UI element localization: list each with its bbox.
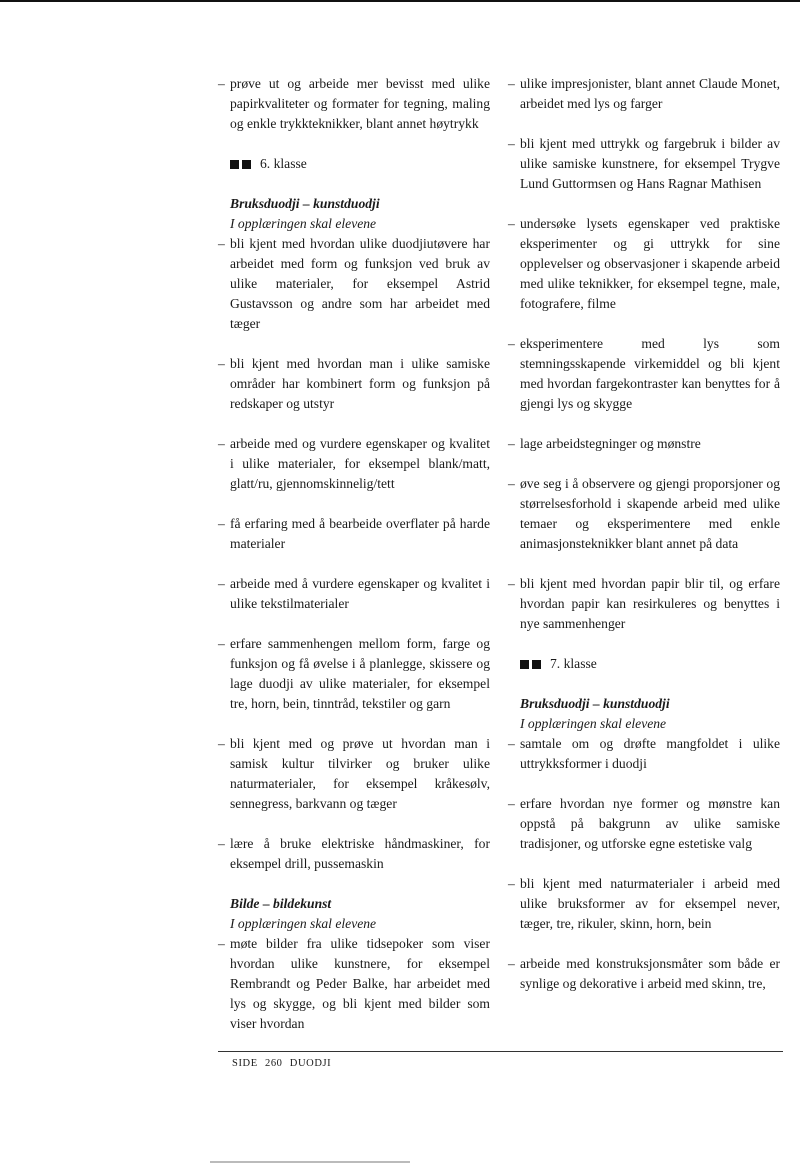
list-item: – bli kjent med og prøve ut hvordan man i samisk kultur tilvirker og bruker ulike naturmaterialer, for eksempel kråkesølv, sennegress, barkvann og tæger: [218, 734, 490, 814]
footer-page-number: 260: [264, 1058, 283, 1069]
list-item: – samtale om og drøfte mangfoldet i ulike uttrykksformer i duodji: [508, 734, 780, 774]
grade-label: 6. klasse: [260, 156, 307, 171]
list-item: – lære å bruke elektriske håndmaskiner, for eksempel drill, pussemaskin: [218, 834, 490, 874]
continuation-text: ulike impresjonister, blant annet Claude Monet, arbeidet med lys og farger: [520, 76, 780, 111]
bottom-edge-mark: [210, 1161, 410, 1163]
section-intro: I opplæringen skal elevene: [230, 216, 377, 231]
grade-heading-6: [218, 154, 490, 174]
list-item: – eksperimentere med lys som stemningsskapende virkemiddel og bli kjent med hvordan fargekontraster kan benyttes for å gjengi lys og skygge: [508, 334, 780, 414]
list-item: – bli kjent med hvordan man i ulike samiske områder har kombinert form og funksjon på redskaper og utstyr: [218, 354, 490, 414]
right-column: [508, 74, 780, 1014]
left-column: [218, 74, 490, 1054]
section-heading: Bruksduodji – kunstduodji: [520, 696, 670, 711]
list-item: – arbeide med å vurdere egenskaper og kvalitet i ulike tekstilmaterialer: [218, 574, 490, 614]
list-item: – prøve ut og arbeide mer bevisst med ulike papirkvaliteter og formater for tegning, maling og enkle trykkteknikker, blant annet høytrykk: [218, 74, 490, 134]
list-item: – arbeide med og vurdere egenskaper og kvalitet i ulike materialer, for eksempel blank/matt, glatt/ru, gjennomskinnelig/tett: [218, 434, 490, 494]
grade-label: 7. klasse: [550, 656, 597, 671]
list-item: – erfare sammenhengen mellom form, farge og funksjon og få øvelse i å planlegge, skissere og lage duodji av ulike materialer, for eksempel tre, horn, bein, tinntråd, tekstiler og garn: [218, 634, 490, 714]
square-bullet-icon: [230, 160, 239, 169]
list-item: – undersøke lysets egenskaper ved praktiske eksperimenter og gi uttrykk for sine opplevelser og observasjoner i skapende arbeid med ulike teknikker, for eksempel tegne, male, fotografere, filme: [508, 214, 780, 314]
section-intro: I opplæringen skal elevene: [520, 716, 667, 731]
footer-side-label: SIDE: [232, 1058, 258, 1069]
list-item: – bli kjent med uttrykk og fargebruk i bilder av ulike samiske kunstnere, for eksempel Trygve Lund Guttormsen og Hans Ragnar Mathisen: [508, 134, 780, 194]
list-item: – få erfaring med å bearbeide overflater på harde materialer: [218, 514, 490, 554]
square-bullet-icon: [532, 660, 541, 669]
top-rule: [0, 0, 800, 2]
footer-rule: [218, 1051, 783, 1052]
list-item: – bli kjent med hvordan papir blir til, og erfare hvordan papir kan resirkuleres og benyttes i nye sammenhenger: [508, 574, 780, 634]
list-item: – møte bilder fra ulike tidsepoker som viser hvordan ulike kunstnere, for eksempel Rembrandt og Peder Balke, har arbeidet med lys og skygge, og bli kjent med bilder som viser hvordan: [218, 934, 490, 1034]
section-intro: I opplæringen skal elevene: [230, 916, 377, 931]
page-footer: [232, 1058, 331, 1069]
list-item: – bli kjent med naturmaterialer i arbeid med ulike bruksformer av for eksempel never, tæger, tre, rikuler, skinn, horn, bein: [508, 874, 780, 934]
square-bullet-icon: [520, 660, 529, 669]
list-item: – lage arbeidstegninger og mønstre: [508, 434, 780, 454]
list-item: – arbeide med konstruksjonsmåter som både er synlige og dekorative i arbeid med skinn, tre,: [508, 954, 780, 994]
section-heading: Bilde – bildekunst: [230, 896, 332, 911]
list-item: – øve seg i å observere og gjengi proporsjoner og størrelsesforhold i skapende arbeid med ulike temaer og eksperimentere med enkle animasjonsteknikker blant annet på data: [508, 474, 780, 554]
list-item: – bli kjent med hvordan ulike duodjiutøvere har arbeidet med form og funksjon ved bruk av ulike materialer, for eksempel Astrid Gustavsson og andre som har arbeidet med tæger: [218, 234, 490, 334]
list-item-continuation: [508, 74, 780, 114]
section-heading: Bruksduodji – kunstduodji: [230, 196, 380, 211]
grade-heading-7: [508, 654, 780, 674]
square-bullet-icon: [242, 160, 251, 169]
list-item: – erfare hvordan nye former og mønstre kan oppstå på bakgrunn av ulike samiske tradisjoner, og utforske egne estetiske valg: [508, 794, 780, 854]
footer-section-label: DUODJI: [289, 1058, 332, 1069]
